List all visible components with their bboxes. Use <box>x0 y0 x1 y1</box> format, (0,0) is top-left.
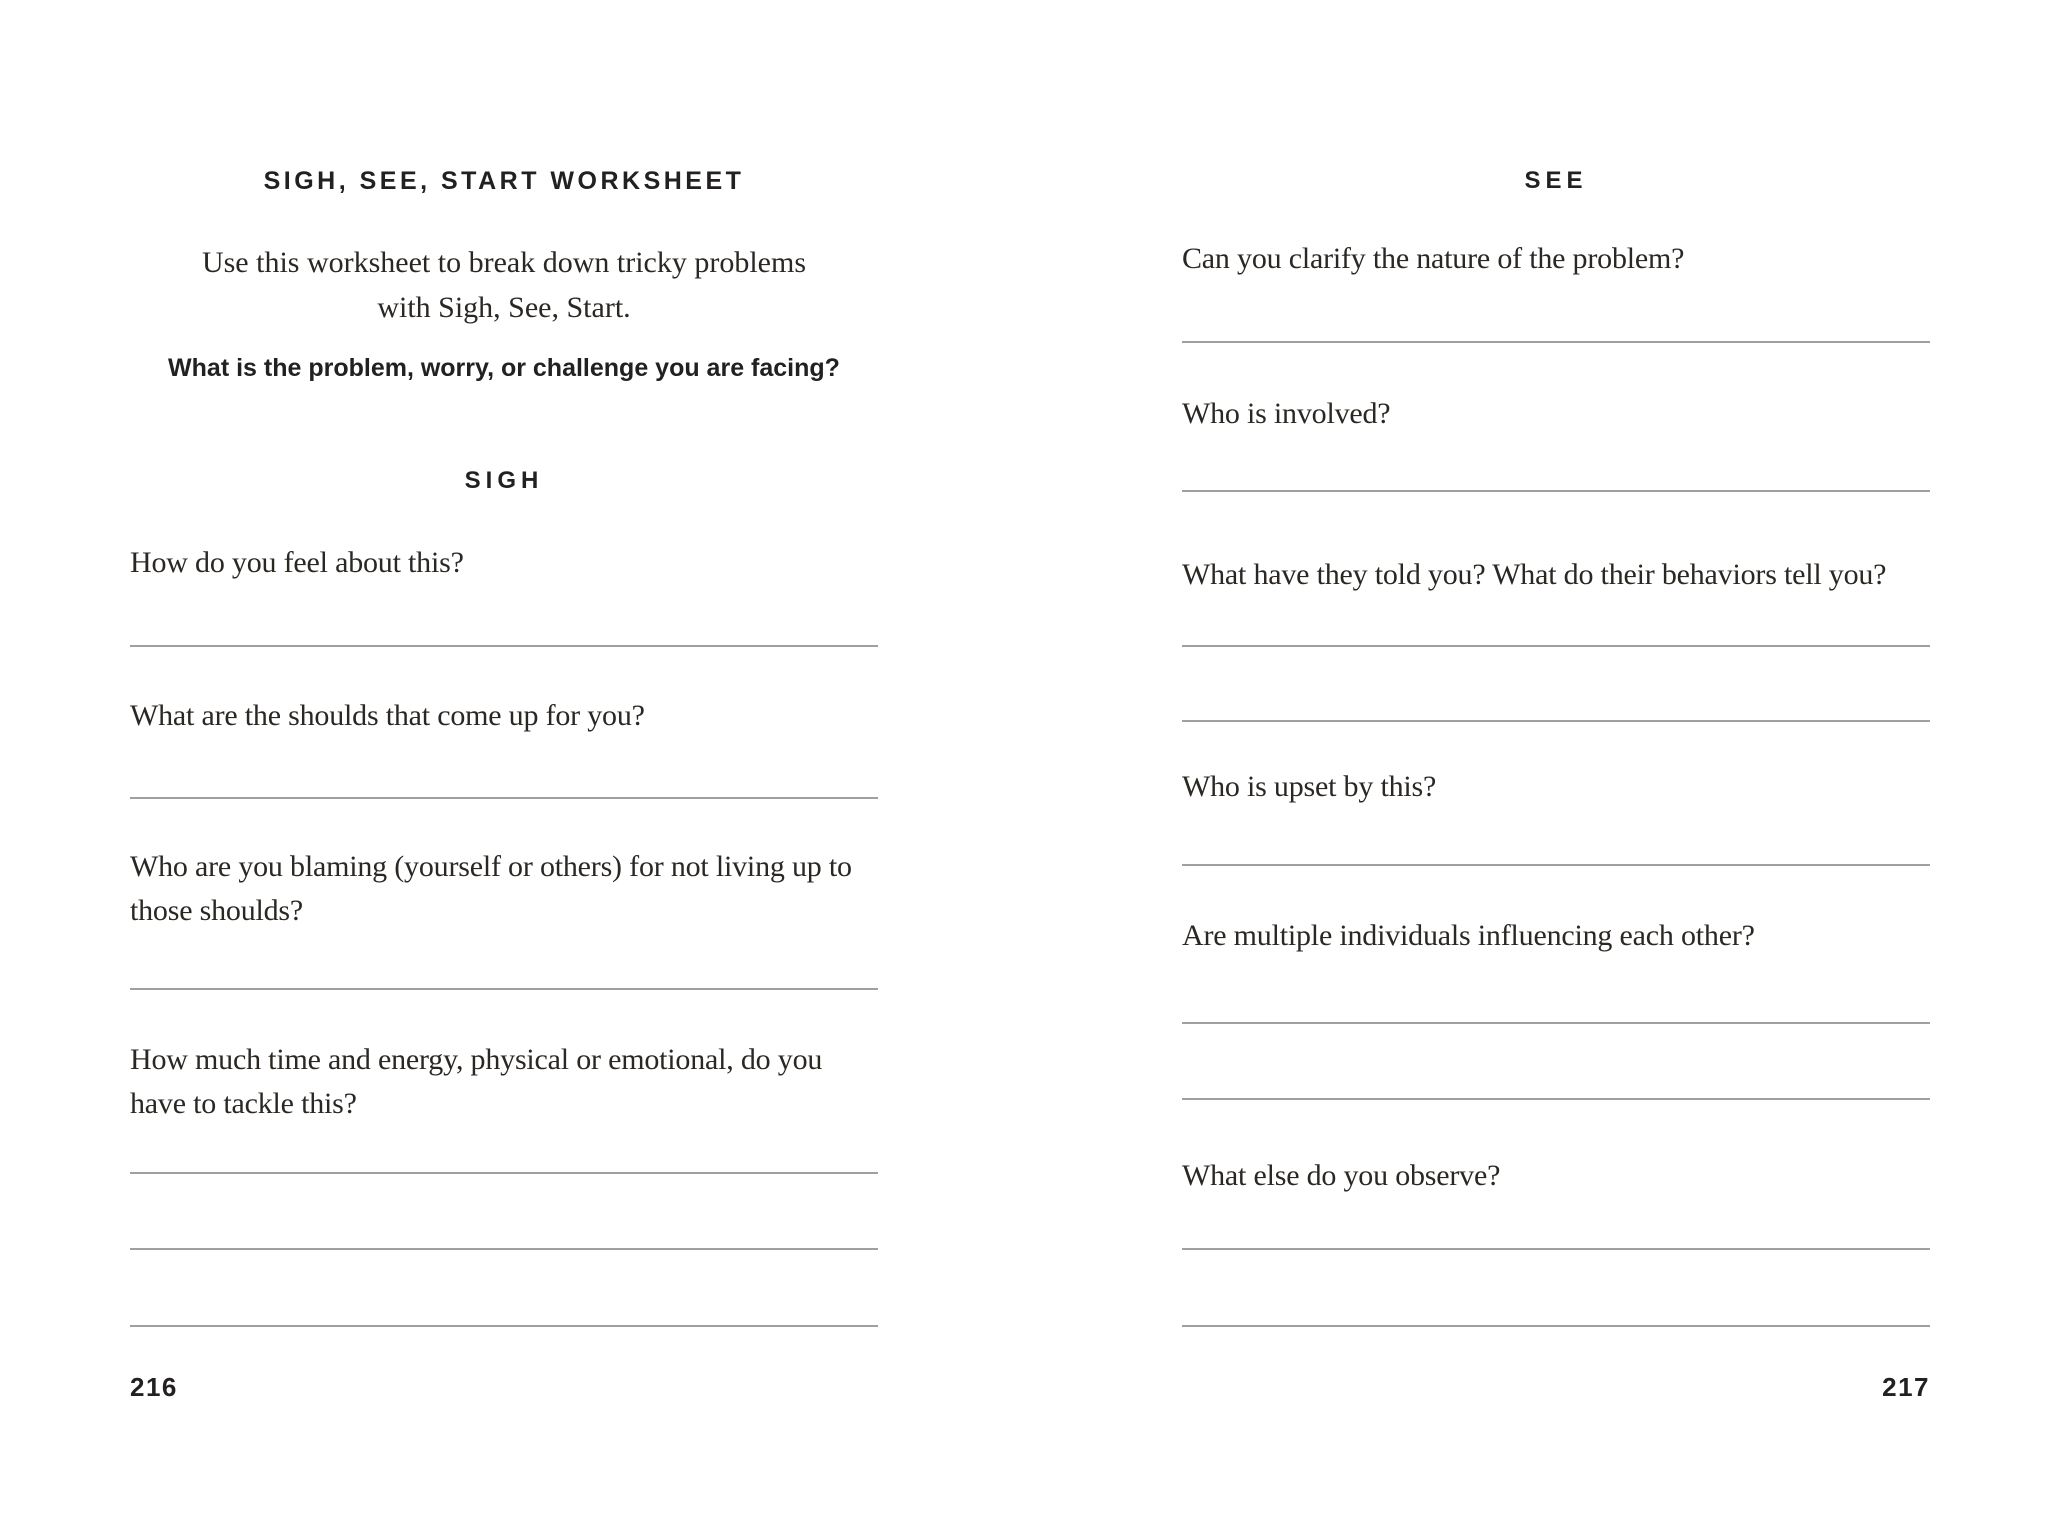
intro-line-1: Use this worksheet to break down tricky problems <box>201 246 807 279</box>
question-who-upset: Who is upset by this? <box>1182 770 1437 803</box>
question-who-blaming: Who are you blaming (yourself or others) for not living up to those shoulds? <box>130 850 852 927</box>
answer-line <box>1182 1022 1930 1024</box>
answer-line <box>1182 720 1930 722</box>
answer-line <box>1182 1325 1930 1327</box>
problem-prompt: What is the problem, worry, or challenge you are facing? <box>168 354 840 382</box>
answer-line <box>130 1325 878 1327</box>
answer-line <box>130 1248 878 1250</box>
question-how-do-you-feel: How do you feel about this? <box>130 546 464 579</box>
see-section-heading: SEE <box>1524 167 1588 194</box>
question-what-told-you: What have they told you? What do their behaviors tell you? <box>1182 558 1887 591</box>
answer-line <box>1182 864 1930 866</box>
answer-line <box>130 1172 878 1174</box>
question-time-energy: How much time and energy, physical or emotional, do you have to tackle this? <box>130 1043 823 1120</box>
page-number-right: 217 <box>1882 1372 1930 1402</box>
question-what-shoulds: What are the shoulds that come up for you? <box>130 699 645 732</box>
intro-line-2: with Sigh, See, Start. <box>377 291 631 324</box>
page-number-left: 216 <box>130 1372 178 1402</box>
question-multiple-individuals: Are multiple individuals influencing each other? <box>1182 919 1755 952</box>
question-what-else-observe: What else do you observe? <box>1182 1159 1501 1192</box>
answer-line <box>130 797 878 799</box>
answer-line <box>1182 645 1930 647</box>
answer-line <box>1182 341 1930 343</box>
answer-line <box>1182 490 1930 492</box>
answer-line <box>1182 1248 1930 1250</box>
question-clarify-problem: Can you clarify the nature of the problem? <box>1182 242 1685 275</box>
answer-line <box>1182 1098 1930 1100</box>
answer-line <box>130 645 878 647</box>
answer-line <box>130 988 878 990</box>
worksheet-title: SIGH, SEE, START WORKSHEET <box>263 167 745 195</box>
question-who-involved: Who is involved? <box>1182 397 1391 430</box>
sigh-section-heading: SIGH <box>464 467 544 494</box>
